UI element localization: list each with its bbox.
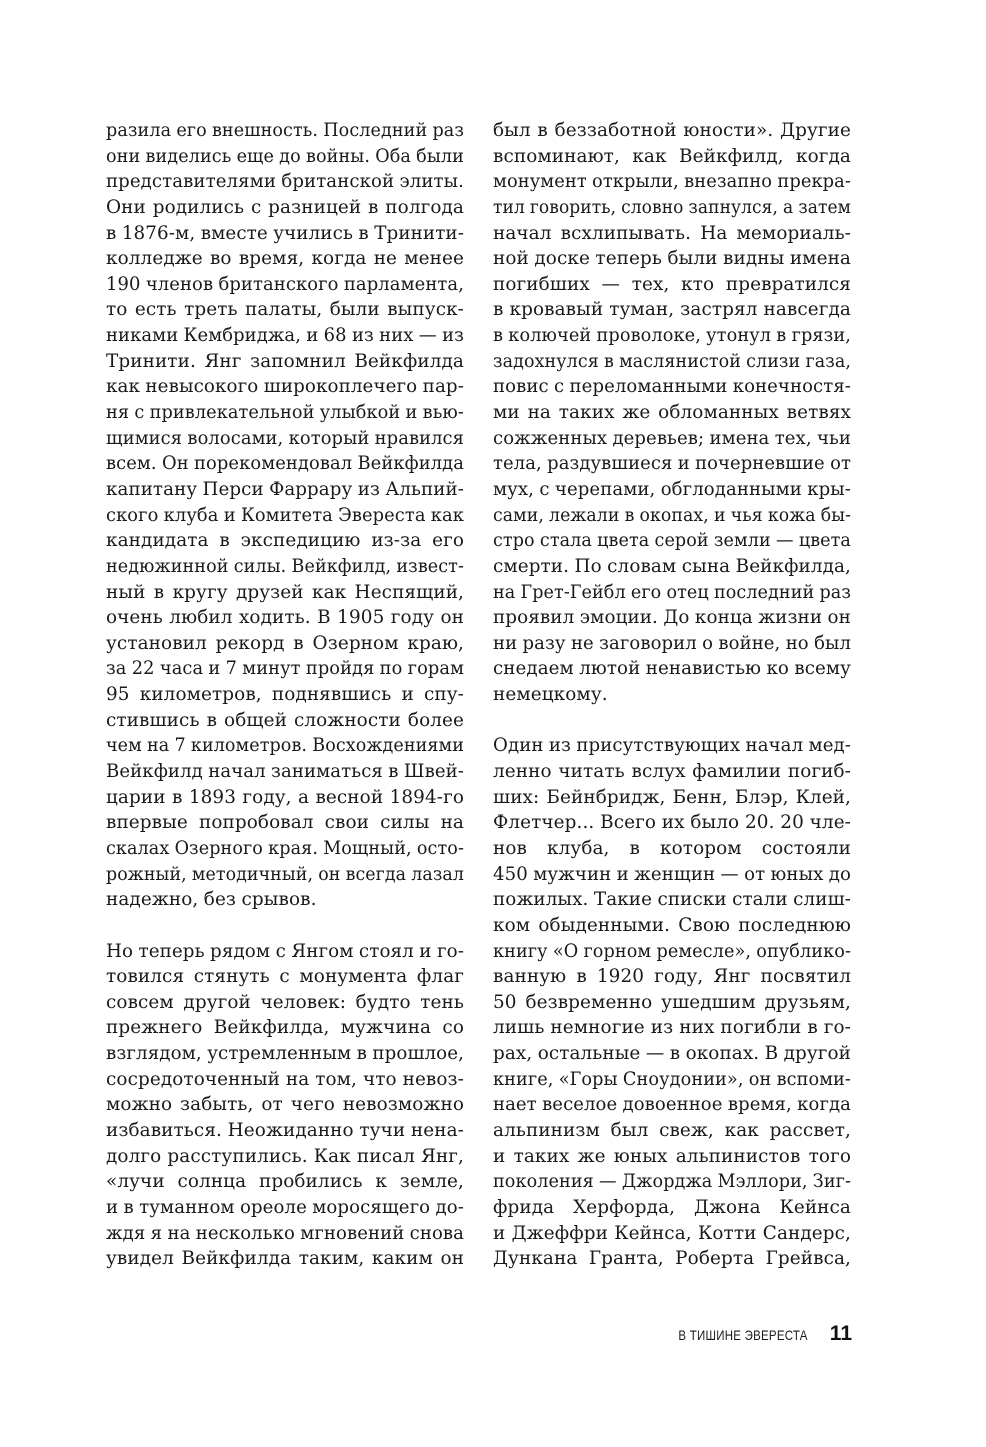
text-line: в колючей проволоке, утонул в грязи, [493,325,851,347]
text-line: Один из присутствующих начал мед- [493,735,851,757]
text-line: прежнего Вейкфилда, мужчина со [106,1017,464,1039]
text-line: ского клуба и Комитета Эвереста как [106,504,464,526]
text-line: книгу «О горном ремесле», опублико- [493,940,851,962]
text-line: 50 безвременно ушедшим друзьям, [493,991,851,1013]
left-text-column [106,118,464,1272]
text-line: ших: Бейнбридж, Бенн, Блэр, Клей, [493,786,851,808]
text-line: долго расступились. Как писал Янг, [106,1145,464,1167]
text-line: установил рекорд в Озерном краю, [106,632,464,654]
text-line: они виделись еще до войны. Оба были [106,145,464,167]
text-line: ня с привлекательной улыбкой и вью- [106,402,464,424]
paragraph [106,939,464,1272]
text-line: ми на таких же обломанных ветвях [493,402,851,424]
text-line: мух, с черепами, обглоданными кры- [493,478,851,500]
right-text-column [493,118,851,1272]
text-line: совсем другой человек: будто тень [106,991,464,1013]
text-line: впервые попробовал свои силы на [106,812,464,834]
text-line: за 22 часа и 7 минут пройдя по горам [106,658,464,680]
text-line: всем. Он порекомендовал Вейкфилда [106,453,464,475]
text-line: стившись в общей сложности более [106,709,464,731]
text-line: лишь немногие из них погибли в го- [493,1017,851,1039]
text-line: и Джеффри Кейнса, Котти Сандерс, [493,1222,851,1244]
text-line: очень любил ходить. В 1905 году он [106,607,464,629]
paragraph-spacer [106,913,464,939]
text-line: ни разу не заговорил о войне, но был [493,632,851,654]
paragraph-spacer [493,708,851,734]
text-line: Вейкфилд начал заниматься в Швей- [106,761,464,783]
text-line: сожженных деревьев; имена тех, чьи [493,427,851,449]
text-line: сами, лежали в окопах, и чья кожа бы- [493,504,851,526]
text-line: начал всхлипывать. На мемориаль- [493,222,851,244]
text-line: поколения — Джорджа Мэллори, Зиг- [493,1171,851,1193]
text-line: скалах Озерного края. Мощный, осто- [106,837,464,859]
text-line: и в туманном ореоле моросящего до- [106,1196,464,1218]
text-line: повис с переломанными конечностя- [493,376,851,398]
text-line: ной доске теперь были видны имена [493,248,851,270]
text-line: и таких же юных альпинистов того [493,1145,851,1167]
text-line: надежно, без срывов. [106,889,317,911]
text-line: как невысокого широкоплечего пар- [106,376,464,398]
text-line: недюжинной силы. Вейкфилд, извест- [106,555,464,577]
text-line: в кровавый туман, застрял навсегда [493,299,851,321]
text-line: на Грет-Гейбл его отец последний раз [493,581,851,603]
text-line: книге, «Горы Сноудонии», он вспоми- [493,1068,851,1090]
text-line: представителями британской элиты. [106,171,464,193]
text-line: снедаем лютой ненавистью ко всему [493,658,851,680]
text-line: вспоминают, как Вейкфилд, когда [493,145,851,167]
text-line: тил говорить, словно запнулся, а затем [493,196,851,218]
text-line: нает веселое довоенное время, когда [493,1094,851,1116]
text-line: ждя я на несколько мгновений снова [106,1222,464,1244]
text-line: «лучи солнца пробились к земле, [106,1171,464,1193]
text-line: ленно читать вслух фамилии погиб- [493,761,851,783]
text-line: 450 мужчин и женщин — от юных до [493,863,851,885]
text-line: никами Кембриджа, и 68 из них — из [106,325,464,347]
text-line: кандидата в экспедицию из-за его [106,530,464,552]
text-line: капитану Перси Фаррару из Альпий- [106,478,464,500]
text-line: рожный, методичный, он всегда лазал [106,863,464,885]
running-head: В ТИШИНЕ ЭВЕРЕСТА [678,1327,808,1343]
page-number: 11 [829,1322,852,1345]
text-line: царии в 1893 году, а весной 1894-го [106,786,464,808]
text-line: альпинизм был свеж, как рассвет, [493,1119,851,1141]
text-line: пожилых. Такие списки стали слиш- [493,889,851,911]
text-line: в 1876-м, вместе учились в Тринити- [106,222,464,244]
text-line: товился стянуть с монумента флаг [106,966,464,988]
text-line: погибших — тех, кто превратился [493,273,851,295]
text-line: рах, остальные — в окопах. В другой [493,1043,851,1065]
text-line: проявил эмоции. До конца жизни он [493,607,851,629]
paragraph [493,118,851,708]
text-line: смерти. По словам сына Вейкфилда, [493,555,851,577]
text-line: тела, раздувшиеся и почерневшие от [493,453,851,475]
text-line: немецкому. [493,684,608,706]
paragraph [493,733,851,1271]
text-line: сосредоточенный на том, что невоз- [106,1068,464,1090]
text-line: увидел Вейкфилда таким, каким он [106,1248,464,1270]
text-line: фрида Херфорда, Джона Кейнса [493,1196,851,1218]
text-line: то есть треть палаты, были выпуск- [106,299,464,321]
text-line: взглядом, устремленным в прошлое, [106,1043,464,1065]
text-line: нов клуба, в котором состояли [493,837,851,859]
text-line: избавиться. Неожиданно тучи нена- [106,1119,464,1141]
text-line: разила его внешность. Последний раз [106,120,464,141]
paragraph [106,118,464,913]
text-line: можно забыть, от чего невозможно [106,1094,464,1116]
text-line: Флетчер... Всего их было 20. 20 чле- [493,812,851,834]
text-line: щимися волосами, который нравился [106,427,464,449]
text-line: Тринити. Янг запомнил Вейкфилда [106,350,464,372]
text-line: колледже во время, когда не менее [106,248,464,270]
page-footer [600,1322,852,1350]
text-line: 190 членов британского парламента, [106,273,464,295]
text-line: 95 километров, поднявшись и спу- [106,684,464,706]
text-line: стро стала цвета серой земли — цвета [493,530,851,552]
text-line: ванную в 1920 году, Янг посвятил [493,966,851,988]
text-line: задохнулся в маслянистой слизи газа, [493,350,851,372]
text-line: Они родились с разницей в полгода [106,196,464,218]
text-line: был в беззаботной юности». Другие [493,120,851,141]
text-line: Но теперь рядом с Янгом стоял и го- [106,940,464,962]
text-line: чем на 7 километров. Восхождениями [106,735,464,757]
text-line: Дункана Гранта, Роберта Грейвса, [493,1248,851,1270]
text-line: ком обыденными. Свою последнюю [493,914,851,936]
text-line: монумент открыли, внезапно прекра- [493,171,851,193]
text-line: ный в кругу друзей как Неспящий, [106,581,464,603]
